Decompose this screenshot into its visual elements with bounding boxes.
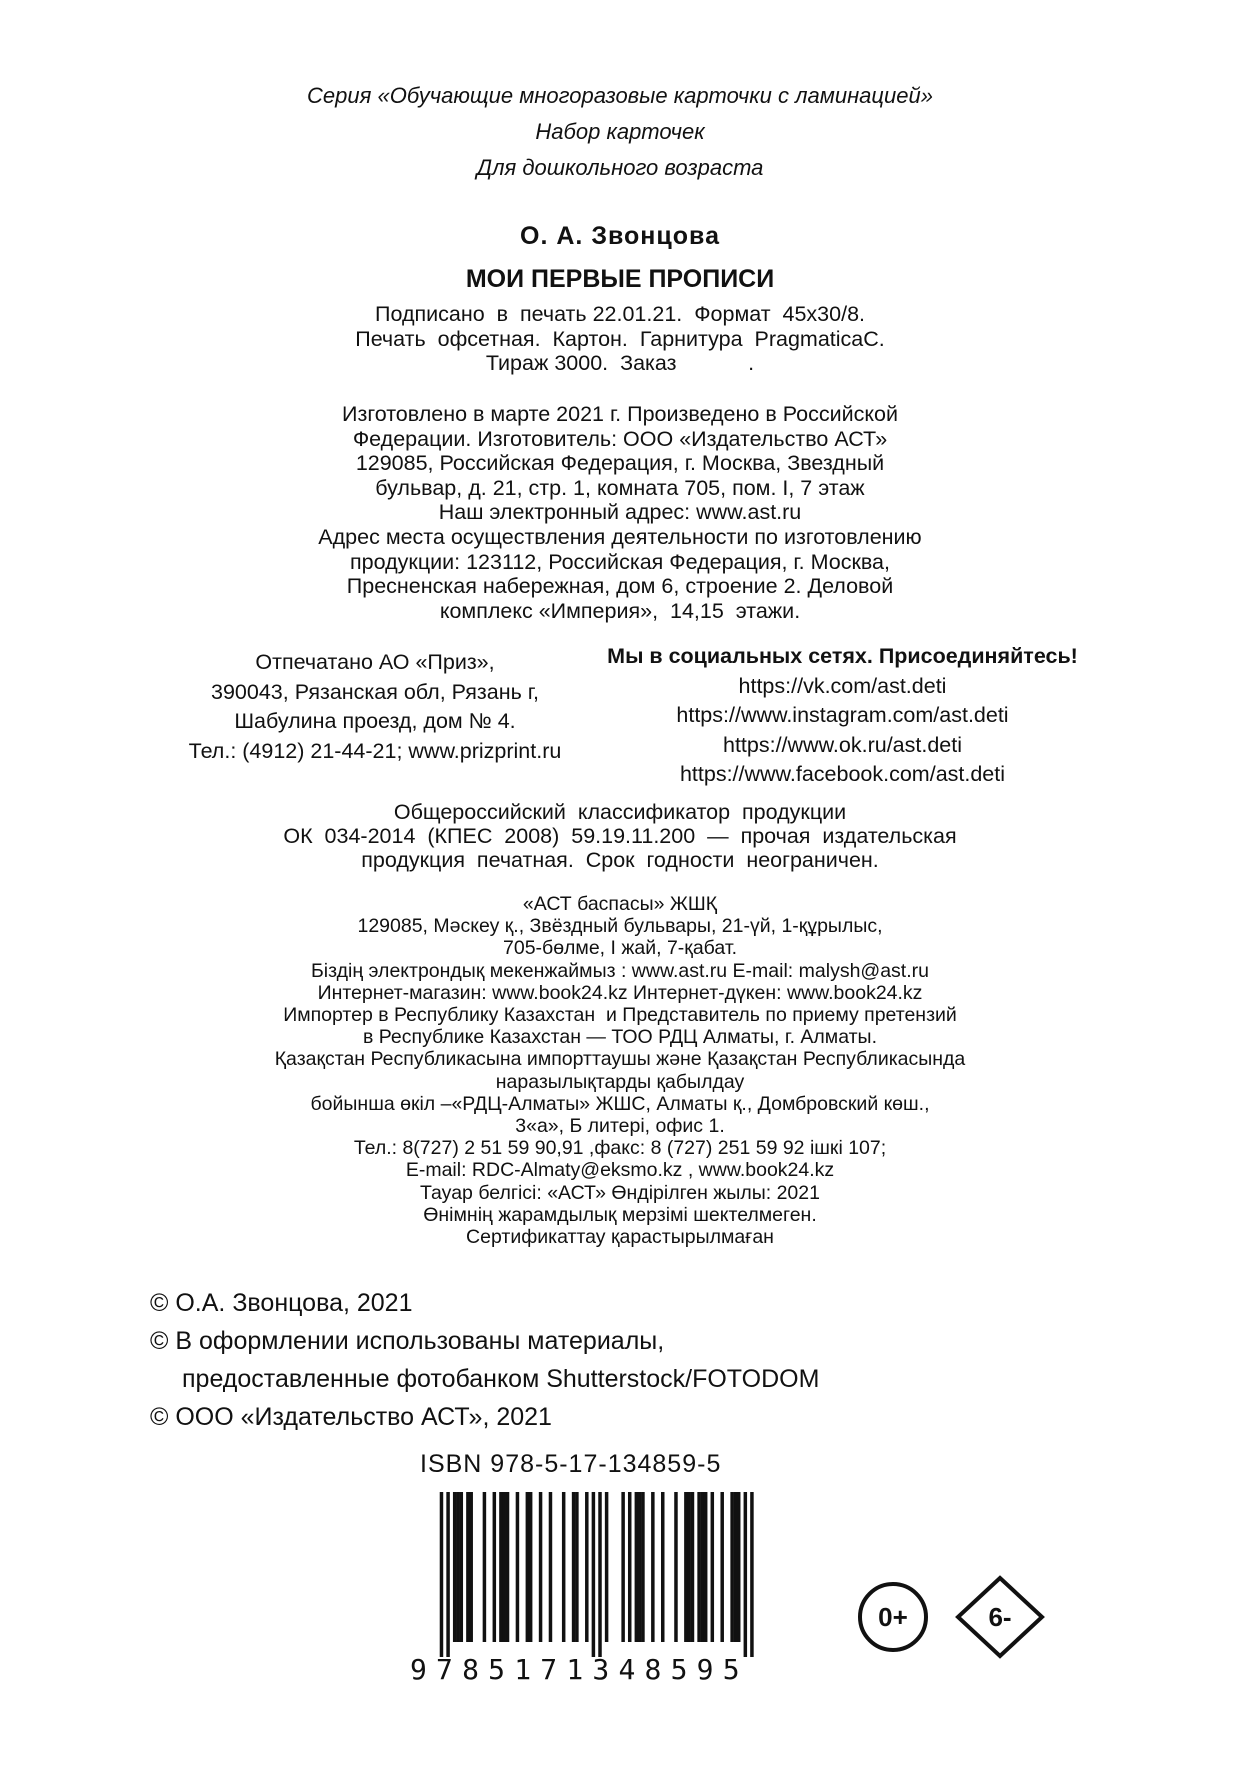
barcode-bar	[684, 1492, 688, 1642]
barcode-bar	[720, 1492, 724, 1642]
copyright-images: © В оформлении использованы материалы,	[150, 1327, 665, 1355]
series-block	[0, 78, 1240, 186]
barcode-bar	[701, 1492, 705, 1642]
printer-block	[150, 648, 600, 766]
manufacturer-line: Пресненская набережная, дом 6, строение 2. Деловой	[346, 574, 894, 599]
kazakh-line: Импортер в Республику Казахстан и Представитель по приему претензий	[283, 1004, 957, 1027]
imprint-line: Тираж 3000. Заказ .	[485, 351, 755, 375]
imprint-line: Печать офсетная. Картон. Гарнитура PragmaticaC.	[355, 326, 885, 351]
age-rating-text: 0+	[878, 1601, 908, 1632]
copyright-images-cont: предоставленные фотобанком Shutterstock/FOTODOM	[182, 1365, 820, 1393]
barcode-bar	[460, 1492, 464, 1642]
barcode-bar	[539, 1492, 543, 1642]
book-title: МОИ ПЕРВЫЕ ПРОПИСИ	[465, 265, 775, 293]
kazakh-line: 129085, Мәскеу қ., Звёздный бульвары, 21-үй, 1-құрылыс,	[357, 915, 883, 938]
kazakh-line: Сертификаттау қарастырылмаған	[466, 1226, 774, 1249]
barcode-bar	[483, 1492, 487, 1642]
barcode-bar	[529, 1492, 533, 1642]
barcode-bar	[575, 1492, 579, 1642]
imprint-block	[0, 302, 1240, 376]
kazakh-line: 3«а», Б литері, офис 1.	[515, 1115, 725, 1138]
social-link-facebook[interactable]: https://www.facebook.com/ast.deti	[679, 762, 1006, 786]
barcode-bar	[453, 1492, 457, 1642]
social-heading: Мы в социальных сетях. Присоединяйтесь!	[607, 644, 1078, 668]
manufacturer-block	[0, 402, 1240, 623]
kazakh-line: Интернет-магазин: www.book24.kz Интернет-дүкен: www.book24.kz	[317, 981, 923, 1004]
printer-line: 390043, Рязанская обл, Рязань г,	[211, 679, 539, 704]
barcode-bar	[628, 1492, 632, 1642]
barcode-bar	[750, 1492, 754, 1657]
barcode-bar	[516, 1492, 520, 1642]
kazakh-line: бойынша өкіл –«РДЦ-Алматы» ЖШС, Алматы қ., Домбровский көш.,	[310, 1092, 930, 1115]
manufacturer-line: Федерации. Изготовитель: ООО «Издательство АСТ»	[352, 426, 888, 451]
series-line: Серия «Обучающие многоразовые карточки с ламинацией»	[307, 83, 933, 108]
kazakh-line: Тел.: 8(727) 2 51 59 90,91 ,факс: 8 (727) 251 59 92 ішкі 107;	[353, 1137, 887, 1160]
kazakh-block	[0, 893, 1240, 1248]
barcode-bar	[502, 1492, 506, 1642]
barcode-bar	[469, 1492, 473, 1642]
social-block	[555, 642, 1130, 790]
age-rating-badge	[858, 1582, 928, 1652]
barcode-bar	[687, 1492, 691, 1642]
barcode-bar	[466, 1492, 470, 1642]
barcode-bar	[641, 1492, 645, 1642]
barcode-bar	[572, 1492, 576, 1642]
kazakh-line: Өнімнің жарамдылық мерзімі шектелмеген.	[423, 1203, 817, 1226]
copyright-author: © О.А. Звонцова, 2021	[150, 1289, 413, 1317]
barcode-bar	[651, 1492, 655, 1642]
barcode-bar	[605, 1492, 609, 1642]
age-mark-badge	[955, 1575, 1045, 1659]
barcode-bar	[697, 1492, 701, 1642]
barcode-bar	[549, 1492, 553, 1642]
barcode-bar	[734, 1492, 738, 1642]
kazakh-line: «АСТ баспасы» ЖШҚ	[522, 893, 718, 915]
barcode-bar	[635, 1492, 639, 1642]
printer-line: Отпечатано АО «Приз»,	[255, 650, 495, 674]
barcode-bar	[621, 1492, 625, 1642]
printer-line: Тел.: (4912) 21-44-21; www.prizprint.ru	[188, 738, 562, 763]
kazakh-line: E-mail: RDC-Almaty@eksmo.kz , www.book24.kz	[405, 1159, 835, 1182]
barcode-bar	[456, 1492, 460, 1642]
barcode-bar	[506, 1492, 510, 1642]
classifier-line: Общероссийский классификатор продукции	[393, 800, 847, 824]
barcode-bar	[585, 1492, 589, 1642]
barcode-bar	[704, 1492, 708, 1642]
kazakh-line: в Республике Казахстан — ТОО РДЦ Алматы, г. Алматы.	[362, 1026, 877, 1049]
series-line: Набор карточек	[535, 119, 705, 144]
kazakh-line: Біздің электрондық мекенжаймыз : www.ast.ru E-mail: malysh@ast.ru	[311, 959, 929, 982]
barcode-bar	[638, 1492, 642, 1642]
social-link-instagram[interactable]: https://www.instagram.com/ast.deti	[676, 703, 1009, 727]
barcode-bar	[562, 1492, 566, 1642]
barcode-bar	[661, 1492, 665, 1642]
barcode	[410, 1492, 770, 1662]
age-mark-text: 6-	[988, 1601, 1012, 1632]
barcode-bar	[691, 1492, 695, 1642]
barcode-bar	[744, 1492, 748, 1657]
barcode-bar	[440, 1492, 444, 1657]
barcode-bar	[499, 1492, 503, 1642]
kazakh-line: наразылықтарды қабылдау	[495, 1070, 745, 1093]
manufacturer-line: комплекс «Империя», 14,15 этажи.	[439, 598, 801, 623]
barcode-bar	[598, 1492, 602, 1657]
manufacturer-line: Изготовлено в марте 2021 г. Произведено в Российской	[342, 402, 898, 426]
author-name: О. А. Звонцова	[520, 222, 720, 250]
kazakh-line: Тауар белгісі: «АСТ» Өндірілген жылы: 2021	[420, 1181, 820, 1204]
copyright-block	[150, 1284, 1150, 1436]
printer-line: Шабулина проезд, дом № 4.	[234, 709, 516, 733]
barcode-bar	[493, 1492, 497, 1642]
barcode-bar	[592, 1492, 596, 1657]
classifier-line: продукция печатная. Срок годности неограничен.	[361, 848, 879, 872]
manufacturer-line: бульвар, д. 21, стр. 1, комната 705, пом. I, 7 этаж	[375, 475, 865, 500]
barcode-graphic	[410, 1492, 770, 1657]
manufacturer-line: 129085, Российская Федерация, г. Москва, Звездный	[355, 451, 885, 476]
isbn-number: ISBN 978-5-17-134859-5	[420, 1450, 722, 1478]
barcode-bar	[711, 1492, 715, 1642]
barcode-bar	[446, 1492, 450, 1657]
kazakh-line: 705-бөлме, I жай, 7-қабат.	[503, 937, 737, 960]
manufacturer-line: Наш электронный адрес: www.ast.ru	[438, 500, 802, 525]
classifier-block	[0, 800, 1240, 872]
imprint-line: Подписано в печать 22.01.21. Формат 45х30/8.	[375, 302, 865, 326]
classifier-line: ОК 034-2014 (КПЕС 2008) 59.19.11.200 — прочая издательская	[283, 824, 957, 848]
barcode-digits: 9785171348595	[410, 1653, 749, 1686]
barcode-bar	[526, 1492, 530, 1642]
copyright-publisher: © ООО «Издательство АСТ», 2021	[150, 1403, 552, 1431]
manufacturer-line: Адрес места осуществления деятельности по изготовлению	[318, 524, 922, 549]
kazakh-line: Қазақстан Республикасына импорттаушы және Қазақстан Республикасында	[274, 1048, 966, 1071]
manufacturer-line: продукции: 123112, Российская Федерация, г. Москва,	[350, 549, 890, 574]
barcode-bar	[737, 1492, 741, 1642]
barcode-bar	[730, 1492, 734, 1642]
barcode-bar	[674, 1492, 678, 1642]
social-link-ok[interactable]: https://www.ok.ru/ast.deti	[723, 732, 962, 757]
series-line: Для дошкольного возраста	[476, 155, 764, 180]
social-link-vk[interactable]: https://vk.com/ast.deti	[738, 673, 947, 698]
